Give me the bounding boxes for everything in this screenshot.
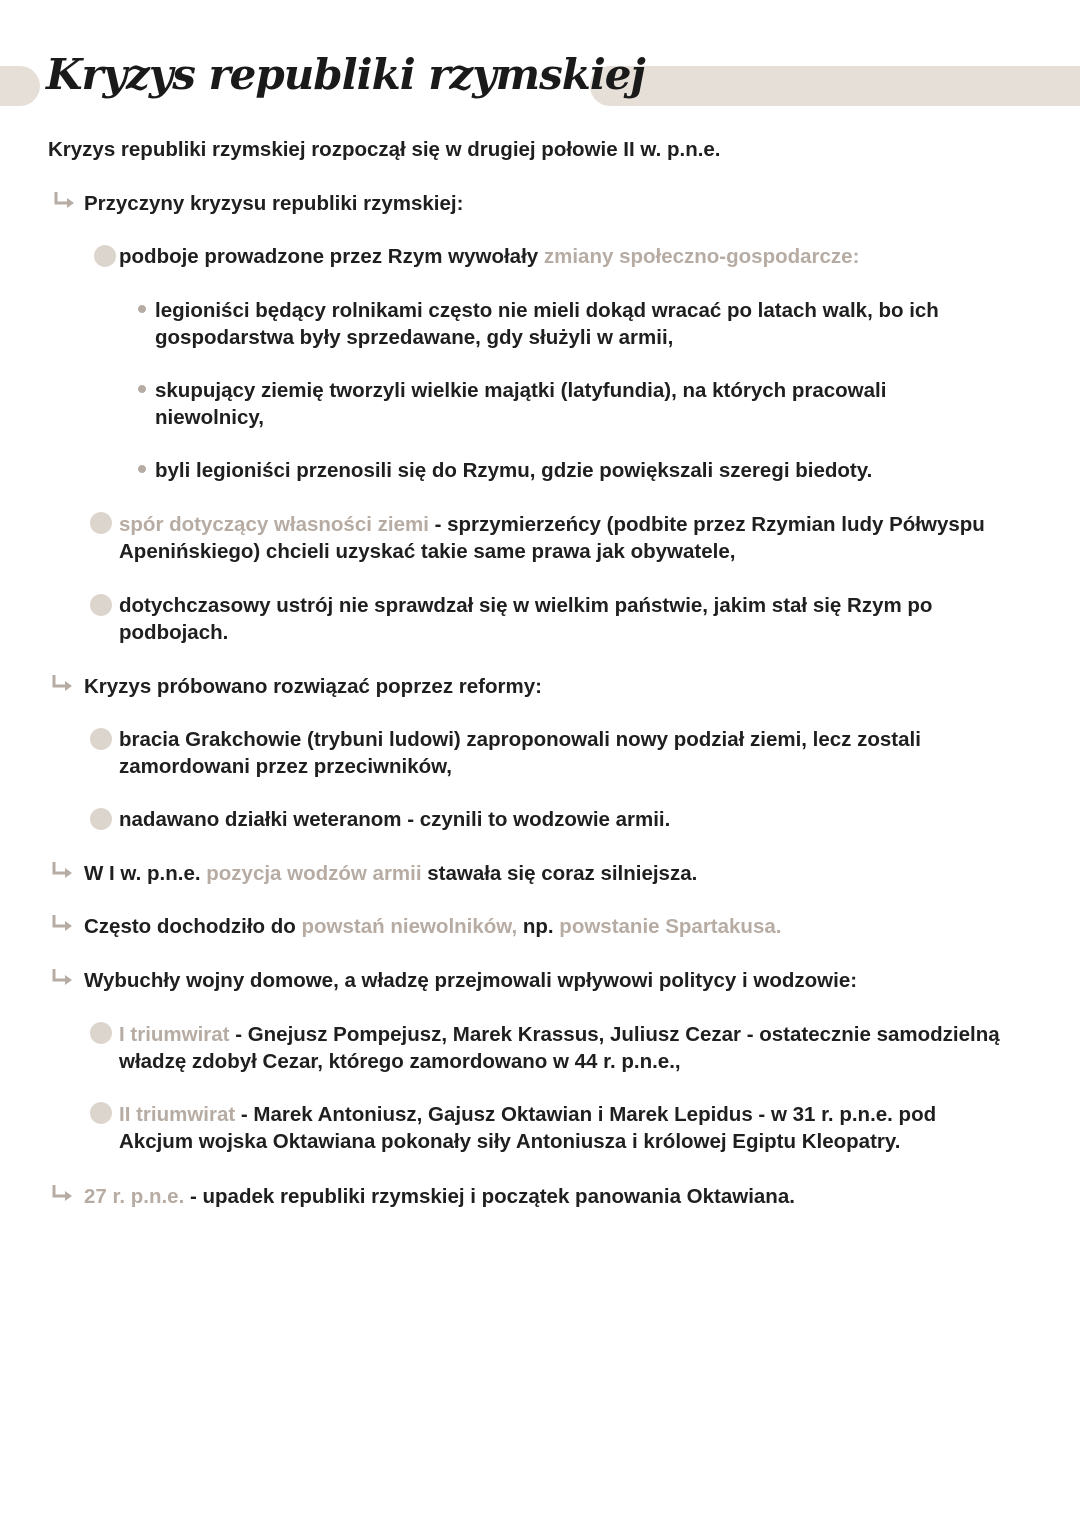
cause-1-sub-1-line-1: legioniści będący rolnikami często nie mieli dokąd wracać po latach walk, bo ich (155, 299, 939, 322)
cause-1-sub-1-line-2: gospodarstwa były sprzedawane, gdy służyli w armii, (155, 326, 674, 349)
cause-2-line-2: Apenińskiego) chcieli uzyskać takie same prawa jak obywatele, (119, 540, 736, 563)
arrow-icon (50, 860, 74, 882)
reforms-heading: Kryzys próbowano rozwiązać poprzez reformy: (84, 675, 542, 698)
bullet-dot (90, 728, 112, 750)
cause-1-sub-3: byli legioniści przenosili się do Rzymu, gdzie powiększali szeregi biedoty. (155, 459, 873, 482)
reform-1-line-1: bracia Grakchowie (trybuni ludowi) zaproponowali nowy podział ziemi, lecz zostali (119, 728, 921, 751)
sub-bullet (138, 465, 146, 473)
arrow-icon (50, 673, 74, 695)
end-text: 27 r. p.n.e. - upadek republiki rzymskiej i początek panowania Oktawiana. (84, 1185, 795, 1208)
revolts-text: Często dochodziło do powstań niewolników, np. powstanie Spartakusa. (84, 915, 782, 938)
cause-1: podboje prowadzone przez Rzym wywołały zmiany społeczno-gospodarcze: (119, 245, 860, 268)
bullet-dot (94, 245, 116, 267)
bullet-dot (90, 1102, 112, 1124)
reform-2: nadawano działki weteranom - czynili to wodzowie armii. (119, 808, 671, 831)
header-decoration-left (0, 66, 40, 106)
wars-heading: Wybuchły wojny domowe, a władzę przejmowali wpływowi politycy i wodzowie: (84, 969, 858, 992)
header-decoration-right (590, 66, 1080, 106)
wars-1-line-1: I triumwirat - Gnejusz Pompejusz, Marek Krassus, Juliusz Cezar - ostatecznie samodzielną (119, 1023, 1000, 1046)
cause-1-sub-2-line-1: skupujący ziemię tworzyli wielkie majątki (latyfundia), na których pracowali (155, 379, 887, 402)
arrow-icon (50, 967, 74, 989)
cause-3-line-2: podbojach. (119, 621, 229, 644)
wars-1-line-2: władzę zdobył Cezar, którego zamordowano w 44 r. p.n.e., (119, 1050, 681, 1073)
arrow-icon (50, 1183, 74, 1205)
wars-2-line-2: Akcjum wojska Oktawiana pokonały siły Antoniusza i królowej Egiptu Kleopatry. (119, 1130, 901, 1153)
page-title: Kryzys republiki rzymskiej (46, 50, 645, 99)
leaders-text: W I w. p.n.e. pozycja wodzów armii stawała się coraz silniejsza. (84, 862, 698, 885)
sub-bullet (138, 385, 146, 393)
bullet-dot (90, 512, 112, 534)
sub-bullet (138, 305, 146, 313)
causes-heading: Przyczyny kryzysu republiki rzymskiej: (84, 192, 464, 215)
arrow-icon (52, 190, 76, 212)
reform-1-line-2: zamordowani przez przeciwników, (119, 755, 452, 778)
bullet-dot (90, 1022, 112, 1044)
cause-3-line-1: dotychczasowy ustrój nie sprawdzał się w wielkim państwie, jakim stał się Rzym po (119, 594, 933, 617)
arrow-icon (50, 913, 74, 935)
bullet-dot (90, 808, 112, 830)
cause-2-line-1: spór dotyczący własności ziemi - sprzymierzeńcy (podbite przez Rzymian ludy Półwyspu (119, 513, 985, 536)
bullet-dot (90, 594, 112, 616)
intro-text: Kryzys republiki rzymskiej rozpoczął się w drugiej połowie II w. p.n.e. (48, 138, 721, 161)
wars-2-line-1: II triumwirat - Marek Antoniusz, Gajusz Oktawian i Marek Lepidus - w 31 r. p.n.e. pod (119, 1103, 937, 1126)
cause-1-sub-2-line-2: niewolnicy, (155, 406, 264, 429)
